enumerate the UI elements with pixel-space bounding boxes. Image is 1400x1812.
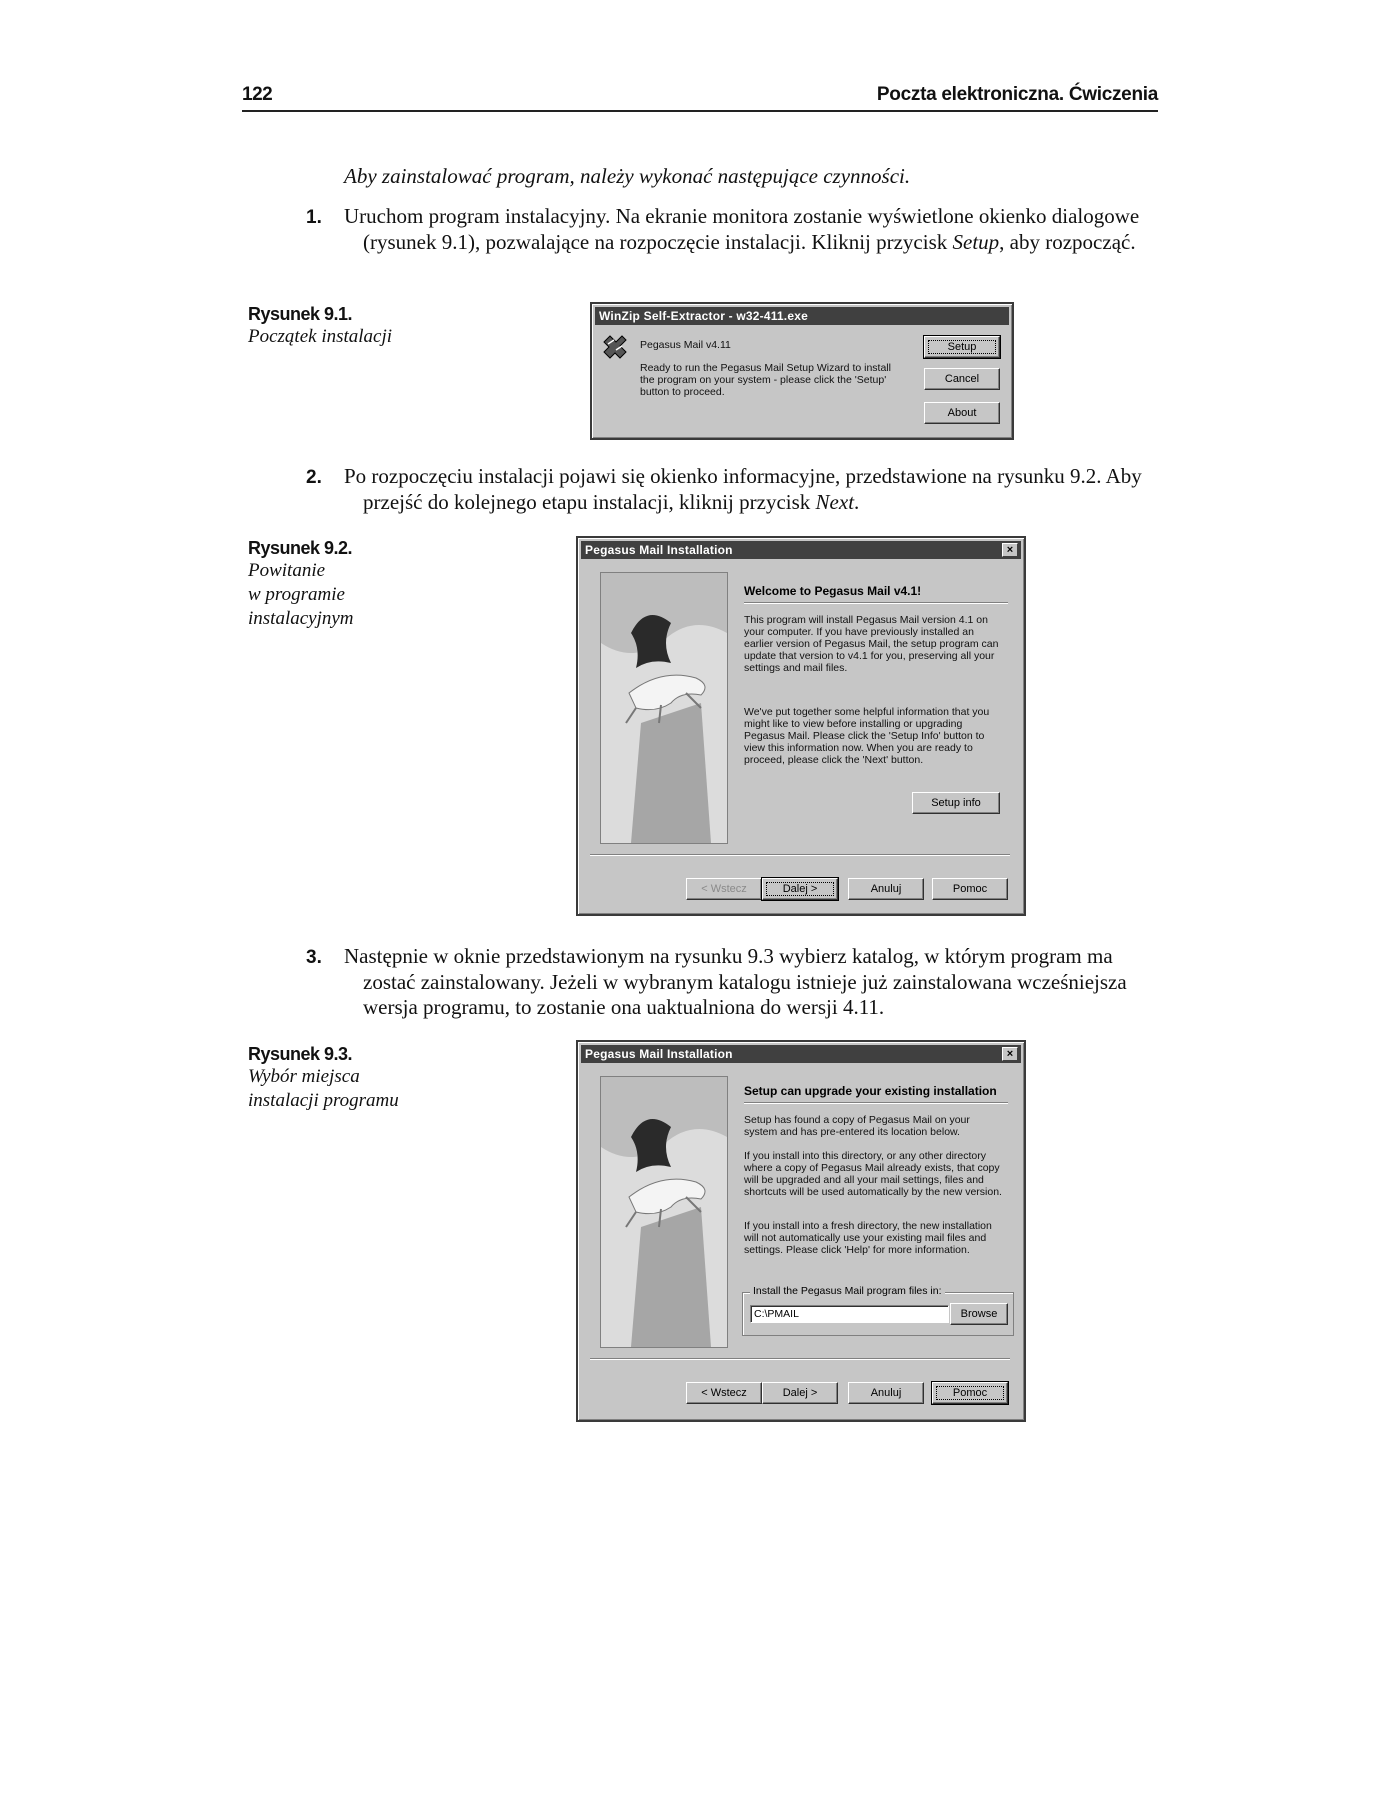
winzip-dialog (590, 302, 1014, 440)
figure-caption-line: instalacji programu (248, 1090, 399, 1111)
upgrade-heading: Setup can upgrade your existing installation (744, 1084, 997, 1098)
running-title: Poczta elektroniczna. Ćwiczenia (876, 84, 1158, 105)
welcome-paragraph-2: We've put together some helpful information that you might like to view before installing or upgrading Pegasus Mail. Please click the 'Setup Info' button to view this information now. When you are ready to proceed, please click the 'Next' button. (744, 706, 990, 766)
step-text: Następnie w oknie przedstawionym na rysunku 9.3 wybierz katalog, w którym program ma zostać zainstalowany. Jeżeli w wybranym katalogu istnieje już zainstalowana wcześniejsza wersja programu, to zostanie ona uaktualniona do wersji 4.11. (344, 944, 1127, 1019)
figure-caption: Początek instalacji (248, 326, 393, 347)
heading-separator (744, 1102, 1008, 1104)
upgrade-paragraph-3: If you install into a fresh directory, the new installation will not automatically use your existing mail files and settings. Please click 'Help' for more information. (744, 1220, 992, 1256)
pegasus-artwork (600, 572, 728, 844)
upgrade-paragraph-1: Setup has found a copy of Pegasus Mail on your system and has pre-entered its location below. (744, 1114, 970, 1138)
footer-separator (590, 854, 1010, 856)
figure-caption-9-1 (248, 304, 428, 349)
figure-label: Rysunek 9.3. (248, 1044, 353, 1064)
header-rule (242, 110, 1158, 112)
install-location-label: Install the Pegasus Mail program files in: (750, 1285, 945, 1297)
cancel-button[interactable]: Cancel (924, 368, 1000, 390)
figure-caption-line: Powitanie (248, 560, 326, 581)
figure-label: Rysunek 9.2. (248, 538, 353, 558)
install-path-input[interactable]: C:\PMAIL (750, 1305, 949, 1323)
next-button[interactable]: Dalej > (762, 878, 838, 900)
step-tail: , aby rozpocząć. (999, 230, 1136, 254)
dialog-title: Pegasus Mail Installation (585, 1047, 733, 1061)
setup-info-button[interactable]: Setup info (912, 792, 1000, 814)
step-1 (306, 204, 1160, 255)
step-number: 2. (306, 467, 322, 488)
figure-caption-9-2 (248, 538, 428, 631)
winzip-icon (602, 334, 628, 362)
heading-separator (744, 602, 1008, 604)
welcome-dialog (576, 536, 1026, 916)
welcome-heading: Welcome to Pegasus Mail v4.1! (744, 584, 922, 598)
dialog-title: Pegasus Mail Installation (585, 543, 733, 557)
figure-label: Rysunek 9.1. (248, 304, 353, 324)
step-3 (306, 944, 1160, 1020)
figure-caption-line: Wybór miejsca (248, 1066, 360, 1087)
setup-button[interactable]: Setup (924, 336, 1000, 358)
back-button[interactable]: < Wstecz (686, 878, 762, 900)
figure-caption-line: w programie (248, 584, 345, 605)
cancel-button[interactable]: Anuluj (848, 1382, 924, 1404)
pegasus-artwork (600, 1076, 728, 1348)
step-tail: . (854, 490, 860, 514)
next-button[interactable]: Dalej > (762, 1382, 838, 1404)
step-text: Uruchom program instalacyjny. Na ekranie monitora zostanie wyświetlone okienko dialogowe (rysunek 9.1), pozwalające na rozpoczęcie instalacji. Kliknij przycisk (344, 204, 1140, 254)
step-text: Po rozpoczęciu instalacji pojawi się okienko informacyjne, przedstawione na rysunku 9.2. Aby przejść do kolejnego etapu instalacji, kliknij przycisk (344, 464, 1142, 514)
step-number: 1. (306, 207, 322, 228)
step-emphasis: Setup (952, 230, 1000, 254)
browse-button[interactable]: Browse (950, 1303, 1008, 1325)
figure-caption-9-3 (248, 1044, 428, 1113)
step-emphasis: Next (815, 490, 855, 514)
intro-text: Aby zainstalować program, należy wykonać następujące czynności. (344, 164, 911, 188)
upgrade-dialog (576, 1040, 1026, 1422)
close-icon[interactable]: × (1002, 543, 1018, 557)
step-2 (306, 464, 1160, 515)
page-number: 122 (242, 84, 273, 105)
ready-message: Ready to run the Pegasus Mail Setup Wizard to install the program on your system - please click the 'Setup' button to proceed. (640, 362, 891, 398)
help-button[interactable]: Pomoc (932, 878, 1008, 900)
close-icon[interactable]: × (1002, 1047, 1018, 1061)
back-button[interactable]: < Wstecz (686, 1382, 762, 1404)
about-button[interactable]: About (924, 402, 1000, 424)
step-number: 3. (306, 947, 322, 968)
upgrade-paragraph-2: If you install into this directory, or any other directory where a copy of Pegasus Mail already exists, that copy will be upgraded and all your mail settings, files and shortcuts will be used automatically by the new version. (744, 1150, 1002, 1198)
cancel-button[interactable]: Anuluj (848, 878, 924, 900)
dialog-titlebar (581, 541, 1021, 559)
dialog-titlebar (581, 1045, 1021, 1063)
dialog-titlebar: WinZip Self-Extractor - w32-411.exe (595, 307, 1009, 325)
figure-caption-line: instalacyjnym (248, 608, 354, 629)
help-button[interactable]: Pomoc (932, 1382, 1008, 1404)
footer-separator (590, 1358, 1010, 1360)
app-name: Pegasus Mail v4.11 (640, 339, 731, 351)
welcome-paragraph-1: This program will install Pegasus Mail version 4.1 on your computer. If you have previously installed an earlier version of Pegasus Mail, the setup program can update that version to v4.1 for you, preserving all your settings and mail files. (744, 614, 999, 674)
